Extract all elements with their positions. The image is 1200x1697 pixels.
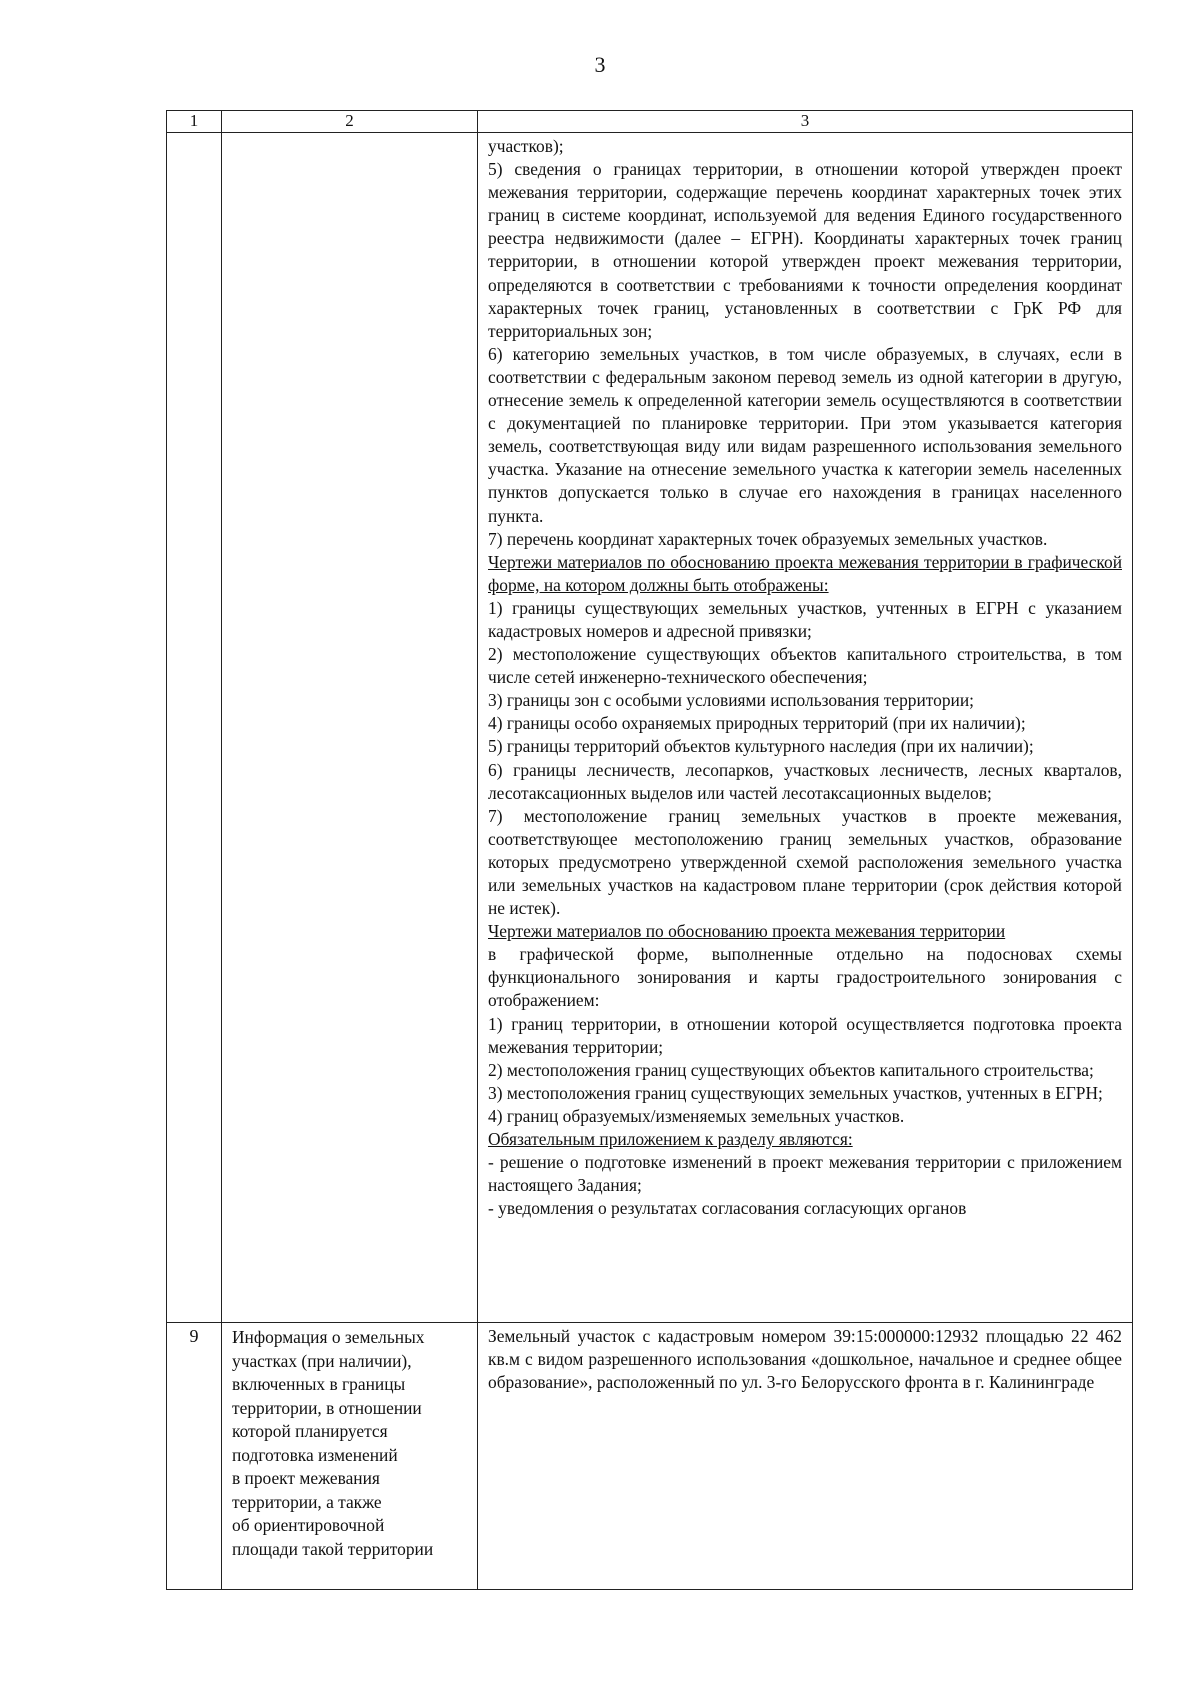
row-label-line: участках (при наличии),: [232, 1350, 412, 1371]
row-content-paragraph: 1) границы существующих земельных участков, учтенных в ЕГРН с указанием кадастровых номеров и адресной привязки;: [488, 597, 1122, 641]
row-label-line: включенных в границы: [232, 1374, 406, 1394]
table-row: [167, 133, 1133, 1323]
row-content-paragraph: 5) границы территорий объектов культурного наследия (при их наличии);: [488, 736, 1034, 757]
row-label-line: об ориентировочной: [232, 1515, 385, 1535]
row-label-cell: [222, 133, 478, 1323]
row-content-paragraph: Обязательным приложением к разделу являются:: [488, 1129, 853, 1150]
row-label-line: которой планируется: [232, 1421, 388, 1441]
row-content-paragraph: Чертежи материалов по обоснованию проекта межевания территории: [488, 921, 1006, 942]
row-content-paragraph: 3) границы зон с особыми условиями использования территории;: [488, 690, 974, 711]
page-number: 3: [594, 52, 606, 77]
header-col-1: 1: [167, 111, 222, 133]
row-content: [478, 133, 1132, 1220]
row-label-line: подготовка изменений: [232, 1444, 398, 1465]
requirements-table: [166, 110, 1133, 1590]
row-content-paragraph: 4) границ образуемых/изменяемых земельных участков.: [488, 1105, 905, 1126]
row-label: [222, 1323, 477, 1561]
row-content-paragraph: 2) местоположение существующих объектов капитального строительства, в том числе сетей инженерно-технического обеспечения;: [488, 644, 1122, 688]
header-col-2: 2: [222, 111, 478, 133]
row-content-paragraph: участков);: [488, 136, 564, 156]
row-label-line: территории, а также: [232, 1491, 382, 1512]
row-content-paragraph: 6) границы лесничеств, лесопарков, участковых лесничеств, лесных кварталов, лесотаксационных выделов или частей лесотаксационных выделов;: [488, 759, 1122, 803]
table-header-row: [167, 111, 1133, 133]
row-label-line: Информация о земельных: [232, 1327, 425, 1347]
row-content-paragraph: 7) перечень координат характерных точек образуемых земельных участков.: [488, 528, 1048, 549]
row-label-line: площади такой территории: [232, 1538, 434, 1559]
row-content-paragraph: 5) сведения о границах территории, в отношении которой утвержден проект межевания территории, содержащие перечень координат характерных точек этих границ в системе координат, используемой для ведения Единого государственного реестра недвижимости (далее – ЕГРН). Координаты характерных точек границ территории, в отношении которой утвержден проект межевания территории, определяются в соответствии с требованиями к точности определения координат характерных точек границ, установленных в соответствии с ГрК РФ для территориальных зон;: [488, 159, 1122, 341]
row-content-paragraph: 7) местоположение границ земельных участков в проекте межевания, соответствующее местоположению границ земельных участков, образование которых предусмотрено утвержденной схемой расположения земельного участка или земельных участков на кадастровом плане территории (срок действия которой не истек).: [488, 805, 1122, 919]
row-content-paragraph: Чертежи материалов по обоснованию проекта межевания территории в графической форме, на котором должны быть отображены:: [488, 551, 1122, 595]
row-content-paragraph: 3) местоположения границ существующих земельных участков, учтенных в ЕГРН;: [488, 1082, 1103, 1103]
table-row: [167, 1323, 1133, 1590]
row-content-cell: [478, 1323, 1133, 1590]
row-content: [478, 1323, 1132, 1394]
row-content-cell: [478, 133, 1133, 1323]
row-content-paragraph: в графической форме, выполненные отдельно на подосновах схемы функционального зонирования и карты градостроительного зонирования с отображением:: [488, 944, 1122, 1011]
row-content-paragraph: - решение о подготовке изменений в проект межевания территории с приложением настоящего Задания;: [488, 1152, 1122, 1196]
row-label-line: в проект межевания: [232, 1468, 380, 1488]
row-content-paragraph: 1) границ территории, в отношении которой осуществляется подготовка проекта межевания территории;: [488, 1013, 1122, 1057]
row-label-line: территории, в отношении: [232, 1397, 422, 1418]
row-content-paragraph: 2) местоположения границ существующих объектов капитального строительства;: [488, 1059, 1094, 1080]
row-number-cell: 9: [167, 1323, 222, 1590]
row-content-paragraph: - уведомления о результатах согласования согласующих органов: [488, 1198, 967, 1219]
row-number-cell: [167, 133, 222, 1323]
row-content-paragraph: Земельный участок с кадастровым номером 39:15:000000:12932 площадью 22 462 кв.м с видом разрешенного использования «дошкольное, начальное и среднее общее образование», расположенный по ул. 3-го Белорусского фронта в г. Калининграде: [488, 1326, 1122, 1393]
row-content-paragraph: 4) границы особо охраняемых природных территорий (при их наличии);: [488, 713, 1026, 734]
row-label-cell: [222, 1323, 478, 1590]
row-content-paragraph: 6) категорию земельных участков, в том числе образуемых, в случаях, если в соответствии с федеральным законом перевод земель из одной категории в другую, отнесение земель к определенной категории земель осуществляются в соответствии с документацией по планировке территории. При этом указывается категория земель, соответствующая виду или видам разрешенного использования земельного участка. Указание на отнесение земельного участка к категории земель населенных пунктов допускается только в случае его нахождения в границах населенного пункта.: [488, 343, 1122, 526]
header-col-3: 3: [478, 111, 1133, 133]
